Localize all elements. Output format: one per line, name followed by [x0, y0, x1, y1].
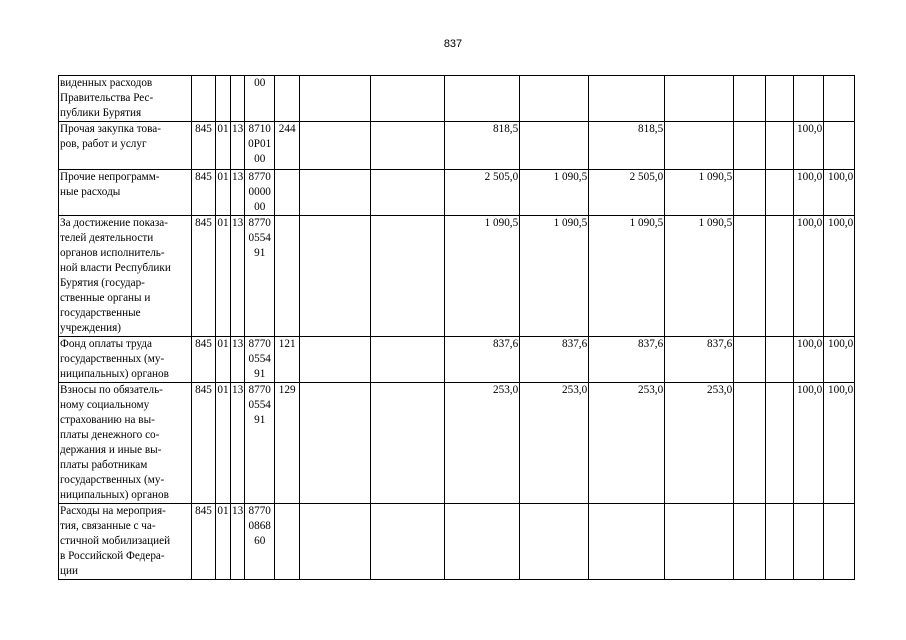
percent-cell: 100,0: [794, 216, 824, 337]
amount-cell: [665, 122, 734, 170]
expense-type-code-cell: 129: [275, 383, 300, 504]
amount-cell: [766, 216, 794, 337]
expense-type-code-cell: 244: [275, 122, 300, 170]
grbs-code-cell: 845: [192, 337, 216, 383]
amount-cell: [589, 504, 665, 580]
amount-cell: [589, 76, 665, 122]
amount-cell: [766, 170, 794, 216]
amount-cell: [766, 504, 794, 580]
amount-cell: [371, 337, 445, 383]
amount-cell: [371, 383, 445, 504]
amount-cell: [665, 504, 734, 580]
percent-cell: [794, 504, 824, 580]
percent-cell: 100,0: [824, 170, 855, 216]
amount-cell: 2 505,0: [445, 170, 520, 216]
amount-cell: [445, 504, 520, 580]
table-row: [59, 337, 855, 383]
amount-cell: [445, 76, 520, 122]
percent-cell: [824, 122, 855, 170]
row-name-cell: Прочие непрограмм- ные расходы: [59, 170, 192, 216]
table-row: [59, 216, 855, 337]
subsection-code-cell: 13: [231, 170, 245, 216]
subsection-code-cell: 13: [231, 122, 245, 170]
amount-cell: 253,0: [445, 383, 520, 504]
amount-cell: [734, 337, 766, 383]
amount-cell: [734, 122, 766, 170]
target-article-code-cell: 8770 0868 60: [245, 504, 275, 580]
amount-cell: [766, 76, 794, 122]
section-code-cell: 01: [216, 170, 231, 216]
amount-cell: 1 090,5: [665, 216, 734, 337]
row-name-cell: Взносы по обязатель- ному социальному страхованию на вы- платы денежного со- держания и иные вы- платы работникам государственных (му- ниципальных) органов: [59, 383, 192, 504]
amount-cell: [300, 170, 371, 216]
percent-cell: [824, 504, 855, 580]
table-row: [59, 170, 855, 216]
amount-cell: 1 090,5: [520, 216, 589, 337]
table-row: [59, 504, 855, 580]
amount-cell: 837,6: [520, 337, 589, 383]
amount-cell: [734, 216, 766, 337]
amount-cell: [371, 122, 445, 170]
expense-type-code-cell: 121: [275, 337, 300, 383]
percent-cell: 100,0: [794, 122, 824, 170]
expense-type-code-cell: [275, 504, 300, 580]
amount-cell: [520, 504, 589, 580]
section-code-cell: 01: [216, 122, 231, 170]
amount-cell: [734, 504, 766, 580]
amount-cell: 1 090,5: [445, 216, 520, 337]
amount-cell: 818,5: [589, 122, 665, 170]
row-name-cell: Прочая закупка това- ров, работ и услуг: [59, 122, 192, 170]
amount-cell: [371, 504, 445, 580]
expense-type-code-cell: [275, 216, 300, 337]
subsection-code-cell: 13: [231, 383, 245, 504]
amount-cell: [766, 383, 794, 504]
amount-cell: [734, 170, 766, 216]
amount-cell: 818,5: [445, 122, 520, 170]
amount-cell: 253,0: [589, 383, 665, 504]
grbs-code-cell: 845: [192, 122, 216, 170]
amount-cell: [734, 383, 766, 504]
amount-cell: [734, 76, 766, 122]
grbs-code-cell: 845: [192, 216, 216, 337]
amount-cell: 837,6: [665, 337, 734, 383]
amount-cell: [766, 337, 794, 383]
section-code-cell: 01: [216, 216, 231, 337]
amount-cell: 837,6: [445, 337, 520, 383]
subsection-code-cell: 13: [231, 216, 245, 337]
target-article-code-cell: 00: [245, 76, 275, 122]
table-row: [59, 122, 855, 170]
expense-type-code-cell: [275, 76, 300, 122]
subsection-code-cell: 13: [231, 337, 245, 383]
target-article-code-cell: 8770 0554 91: [245, 337, 275, 383]
section-code-cell: 01: [216, 337, 231, 383]
amount-cell: [300, 122, 371, 170]
section-code-cell: 01: [216, 383, 231, 504]
amount-cell: [371, 76, 445, 122]
percent-cell: [794, 76, 824, 122]
percent-cell: 100,0: [824, 383, 855, 504]
grbs-code-cell: 845: [192, 383, 216, 504]
table-row: [59, 76, 855, 122]
amount-cell: [371, 170, 445, 216]
section-code-cell: 01: [216, 504, 231, 580]
section-code-cell: [216, 76, 231, 122]
row-name-cell: Расходы на мероприя- тия, связанные с ча- стичной мобилизацией в Российской Федера- ции: [59, 504, 192, 580]
amount-cell: [766, 122, 794, 170]
percent-cell: 100,0: [824, 337, 855, 383]
table-row: [59, 383, 855, 504]
amount-cell: [300, 504, 371, 580]
amount-cell: 253,0: [520, 383, 589, 504]
amount-cell: [520, 76, 589, 122]
grbs-code-cell: 845: [192, 170, 216, 216]
row-name-cell: виденных расходов Правительства Рес- публики Бурятия: [59, 76, 192, 122]
grbs-code-cell: [192, 76, 216, 122]
percent-cell: [824, 76, 855, 122]
budget-table: [58, 75, 855, 580]
expense-type-code-cell: [275, 170, 300, 216]
amount-cell: 2 505,0: [589, 170, 665, 216]
percent-cell: 100,0: [794, 383, 824, 504]
row-name-cell: За достижение показа- телей деятельности органов исполнитель- ной власти Республики Бурятия (государ- ственные органы и государственные учреждения): [59, 216, 192, 337]
target-article-code-cell: 8770 0554 91: [245, 383, 275, 504]
amount-cell: 253,0: [665, 383, 734, 504]
amount-cell: 837,6: [589, 337, 665, 383]
amount-cell: [665, 76, 734, 122]
grbs-code-cell: 845: [192, 504, 216, 580]
percent-cell: 100,0: [794, 337, 824, 383]
amount-cell: [300, 337, 371, 383]
amount-cell: [520, 122, 589, 170]
percent-cell: 100,0: [824, 216, 855, 337]
page-number: 837: [443, 38, 463, 50]
amount-cell: [300, 383, 371, 504]
subsection-code-cell: [231, 76, 245, 122]
amount-cell: [371, 216, 445, 337]
amount-cell: [300, 216, 371, 337]
row-name-cell: Фонд оплаты труда государственных (му- ниципальных) органов: [59, 337, 192, 383]
target-article-code-cell: 8710 0Р01 00: [245, 122, 275, 170]
amount-cell: 1 090,5: [589, 216, 665, 337]
target-article-code-cell: 8770 0554 91: [245, 216, 275, 337]
subsection-code-cell: 13: [231, 504, 245, 580]
amount-cell: 1 090,5: [520, 170, 589, 216]
percent-cell: 100,0: [794, 170, 824, 216]
amount-cell: 1 090,5: [665, 170, 734, 216]
amount-cell: [300, 76, 371, 122]
target-article-code-cell: 8770 0000 00: [245, 170, 275, 216]
